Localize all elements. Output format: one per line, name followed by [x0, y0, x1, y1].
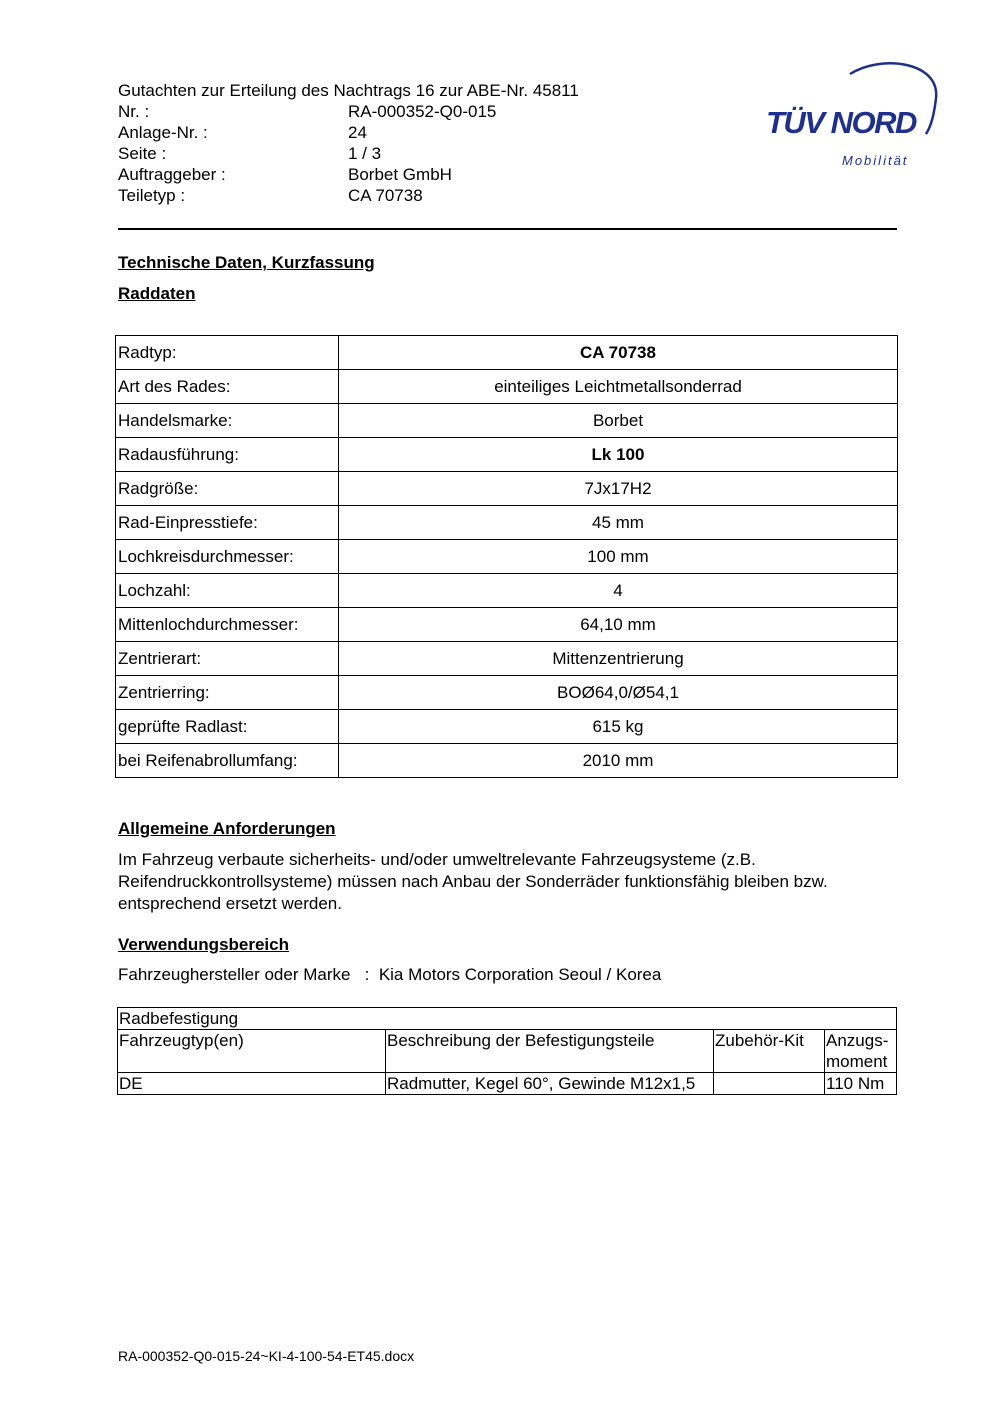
header-value: RA-000352-Q0-015 [348, 102, 497, 121]
wheel-property-value: 4 [339, 574, 898, 608]
usage-line [118, 965, 661, 985]
wheel-property-label: Handelsmarke: [116, 404, 339, 438]
column-header-description: Beschreibung der Befestigungsteile [386, 1030, 714, 1073]
column-header-kit: Zubehör-Kit [714, 1030, 825, 1073]
header-label: Seite : [118, 144, 167, 163]
wheel-property-value: 7Jx17H2 [339, 472, 898, 506]
table-row [116, 642, 898, 676]
header-value: 24 [348, 123, 367, 142]
header-label: Auftraggeber : [118, 165, 226, 184]
wheel-property-value: 45 mm [339, 506, 898, 540]
table-row [116, 336, 898, 370]
table-row [116, 506, 898, 540]
wheel-property-value: 615 kg [339, 710, 898, 744]
wheel-property-label: geprüfte Radlast: [116, 710, 339, 744]
wheel-property-label: Radtyp: [116, 336, 339, 370]
wheel-property-label: Radgröße: [116, 472, 339, 506]
wheel-property-label: Art des Rades: [116, 370, 339, 404]
torque-header-line-1: Anzugs- [826, 1031, 889, 1050]
table-row [116, 710, 898, 744]
table-row [116, 404, 898, 438]
cell-vehicle-type: DE [118, 1073, 386, 1095]
table-row [116, 608, 898, 642]
heading-technical-data: Technische Daten, Kurzfassung [118, 253, 375, 272]
wheel-property-value: BOØ64,0/Ø54,1 [339, 676, 898, 710]
column-header-torque [825, 1030, 897, 1073]
usage-label: Fahrzeughersteller oder Marke [118, 965, 351, 984]
wheel-property-label: Zentrierring: [116, 676, 339, 710]
cell-description: Radmutter, Kegel 60°, Gewinde M12x1,5 [386, 1073, 714, 1095]
mounting-table-title: Radbefestigung [118, 1008, 897, 1030]
footer-filename: RA-000352-Q0-015-24~KI-4-100-54-ET45.docx [118, 1348, 415, 1364]
torque-header-line-2: moment [826, 1052, 888, 1071]
wheel-property-label: Zentrierart: [116, 642, 339, 676]
heading-general-requirements: Allgemeine Anforderungen [118, 819, 336, 838]
wheel-property-label: Lochkreisdurchmesser: [116, 540, 339, 574]
header-value: Borbet GmbH [348, 165, 452, 184]
header-value: 1 / 3 [348, 144, 382, 163]
heading-wheel-data: Raddaten [118, 284, 196, 303]
column-header-vehicle-type: Fahrzeugtyp(en) [118, 1030, 386, 1073]
cell-kit [714, 1073, 825, 1095]
wheel-property-label: Rad-Einpresstiefe: [116, 506, 339, 540]
logo-brand: TÜV NORD [766, 105, 916, 140]
wheel-property-value: 2010 mm [339, 744, 898, 778]
table-row [116, 574, 898, 608]
table-row [116, 744, 898, 778]
wheel-data-table [115, 335, 898, 778]
heading-scope: Verwendungsbereich [118, 935, 289, 954]
cell-torque: 110 Nm [825, 1073, 897, 1095]
header-value: CA 70738 [348, 186, 423, 205]
header-label: Nr. : [118, 102, 150, 121]
wheel-property-value: 64,10 mm [339, 608, 898, 642]
wheel-property-value: Lk 100 [339, 438, 898, 472]
table-row [116, 676, 898, 710]
wheel-property-label: bei Reifenabrollumfang: [116, 744, 339, 778]
table-row [116, 540, 898, 574]
table-row [116, 370, 898, 404]
wheel-property-label: Lochzahl: [116, 574, 339, 608]
logo-subtitle: Mobilität [842, 153, 909, 168]
header-divider [118, 228, 897, 230]
mounting-table [117, 1007, 897, 1095]
usage-value: Kia Motors Corporation Seoul / Korea [378, 965, 662, 984]
header-label: Teiletyp : [118, 186, 186, 205]
wheel-property-label: Mittenlochdurchmesser: [116, 608, 339, 642]
wheel-property-value: Borbet [339, 404, 898, 438]
header-label: Anlage-Nr. : [118, 123, 208, 142]
wheel-property-value: Mittenzentrierung [339, 642, 898, 676]
general-requirements-text: Im Fahrzeug verbaute sicherheits- und/oder umweltrelevante Fahrzeugsysteme (z.B. Reifendruckkontrollsysteme) müssen nach Anbau der Sonderräder funktionsfähig bleiben bzw. entsprechend ersetzt werden. [118, 850, 828, 913]
usage-separator: : [364, 965, 370, 984]
table-row [116, 438, 898, 472]
table-row [118, 1073, 897, 1095]
wheel-property-value: 100 mm [339, 540, 898, 574]
tuv-nord-logo [762, 58, 942, 173]
table-row [116, 472, 898, 506]
wheel-property-value: CA 70738 [339, 336, 898, 370]
document-title: Gutachten zur Erteilung des Nachtrags 16 zur ABE-Nr. 45811 [118, 81, 579, 100]
mounting-table-header-row [118, 1030, 897, 1073]
wheel-property-label: Radausführung: [116, 438, 339, 472]
wheel-property-value: einteiliges Leichtmetallsonderrad [339, 370, 898, 404]
